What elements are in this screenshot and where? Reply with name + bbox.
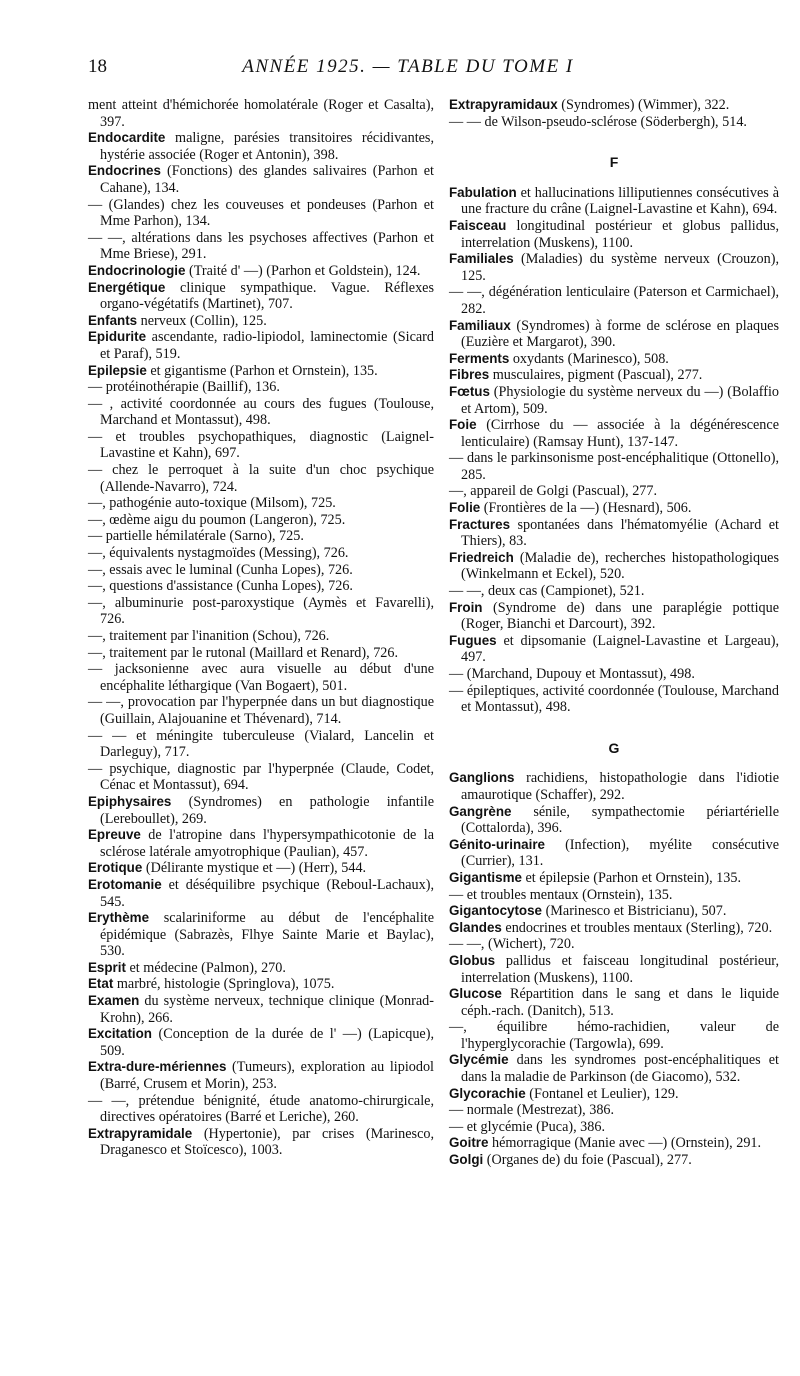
index-entry [88, 329, 434, 362]
index-entry [88, 562, 434, 579]
entry-text: —, équivalents nystagmoïdes (Messing), 726. [88, 545, 349, 562]
index-entry [88, 860, 434, 877]
entry-text: (Fonctions) des glandes salivaires (Parhon et Cahane), 134. [100, 163, 434, 196]
entry-text: du système nerveux, technique clinique (Monrad-Krohn), 266. [100, 993, 434, 1026]
index-entry [88, 263, 434, 280]
index-entry [449, 218, 779, 251]
index-entry [449, 1152, 779, 1169]
entry-headword: Foie [449, 417, 477, 433]
section-letter-g: G [608, 739, 620, 756]
entry-text: (Organes de) du foie (Pascual), 277. [486, 1152, 692, 1169]
index-entry [88, 1026, 434, 1059]
entry-text: sénile, sympathectomie périartérielle (Cottalorda), 396. [461, 803, 779, 837]
index-entry [88, 728, 434, 761]
entry-text: et épilepsie (Parhon et Ornstein), 135. [525, 869, 741, 886]
entry-headword: Glucose [449, 986, 502, 1002]
right-column-e-entries [449, 97, 779, 130]
entry-text: — —, (Wichert), 720. [449, 936, 575, 953]
entry-text: — protéinothérapie (Baillif), 136. [88, 379, 280, 396]
index-entry [449, 1119, 779, 1136]
entry-text: —, questions d'assistance (Cunha Lopes), 726. [88, 578, 353, 595]
entry-headword: Extrapyramidale [88, 1125, 193, 1141]
entry-headword: Glycémie [449, 1052, 509, 1068]
entry-headword: Gangrène [449, 803, 512, 819]
index-entry [449, 384, 779, 417]
entry-text: —, pathogénie auto-toxique (Milsom), 725. [88, 495, 336, 512]
entry-headword: Fractures [449, 516, 511, 532]
entry-headword: Epilepsie [88, 362, 147, 378]
entry-text: (Traité d' —) (Parhon et Goldstein), 124. [189, 262, 421, 279]
entry-text: musculaires, pigment (Pascual), 277. [492, 367, 703, 384]
index-entry [449, 367, 779, 384]
index-entry [449, 284, 779, 317]
index-entry [449, 870, 779, 887]
index-entry [449, 953, 779, 986]
index-entry [449, 417, 779, 450]
entry-headword: Familiales [449, 251, 514, 267]
index-entry [449, 683, 779, 716]
entry-text: —, traitement par l'inanition (Schou), 726. [88, 628, 330, 644]
entry-text: longitudinal postérieur et globus pallidus, interrelation (Muskens), 1100. [461, 217, 779, 251]
index-entry [449, 1019, 779, 1052]
entry-text: — et glycémie (Puca), 386. [449, 1118, 606, 1135]
entry-headword: Etat [88, 976, 114, 992]
entry-text: scalariniforme au début de l'encéphalite épidémique (Sabrazès, Flhye Sainte Marie et Baylac), 530. [100, 910, 435, 960]
index-entry [449, 114, 779, 131]
index-entry [449, 550, 779, 583]
entry-text: ment atteint d'hémichorée homolatérale (Roger et Casalta), 397. [88, 97, 434, 130]
entry-headword: Erythème [88, 910, 150, 926]
index-entry [88, 578, 434, 595]
index-entry [449, 837, 779, 870]
entry-headword: Erotomanie [88, 876, 162, 892]
index-entry [88, 462, 434, 495]
index-entry [449, 351, 779, 368]
index-entry [88, 363, 434, 380]
index-entry [88, 130, 434, 163]
entry-headword: Fabulation [449, 184, 517, 200]
entry-text: (Délirante mystique et —) (Herr), 544. [145, 860, 367, 877]
entry-headword: Friedreich [449, 549, 514, 565]
entry-text: rachidiens, histopathologie dans l'idiotie amaurotique (Schaffer), 292. [461, 770, 779, 803]
entry-text: (Conception de la durée de l' —) (Lapicque), 509. [100, 1026, 435, 1059]
entry-text: clinique sympathique. Vague. Réflexes organo-végétatifs (Martinet), 707. [100, 279, 434, 313]
entry-text: — , activité coordonnée au cours des fugues (Toulouse, Marchand et Montassut), 498. [88, 395, 434, 429]
index-entry [449, 920, 779, 937]
entry-headword: Golgi [449, 1152, 484, 1168]
entry-text: (Marinesco et Bistricianu), 507. [545, 903, 727, 920]
right-column-g-entries [449, 770, 779, 1168]
entry-headword: Fibres [449, 367, 490, 383]
entry-text: ascendante, radio-lipiodol, laminectomie (Sicard et Paraf), 519. [100, 329, 434, 362]
entry-text: — —, prétendue bénignité, étude anatomo-chirurgicale, directives opératoires (Barré et Leriche), 260. [88, 1092, 434, 1126]
entry-headword: Fugues [449, 632, 497, 648]
index-entry [88, 877, 434, 910]
index-entry [449, 633, 779, 666]
entry-text: oxydants (Marinesco), 508. [512, 350, 669, 367]
entry-headword: Gigantisme [449, 869, 522, 885]
index-entry [88, 661, 434, 694]
left-column [88, 97, 434, 1159]
index-entry [449, 1052, 779, 1085]
entry-headword: Epidurite [88, 329, 147, 345]
entry-text: (Fontanel et Leulier), 129. [529, 1085, 679, 1102]
entry-text: (Hypertonie), par crises (Marinesco, Draganesco et Stoïcesco), 1003. [100, 1125, 435, 1159]
index-entry [449, 251, 779, 284]
index-entry [449, 517, 779, 550]
index-entry [449, 770, 779, 803]
entry-headword: Epiphysaires [88, 793, 172, 809]
index-entry [449, 97, 779, 114]
entry-text: (Syndromes) en pathologie infantile (Lereboullet), 269. [100, 793, 434, 827]
index-entry [88, 197, 434, 230]
entry-text: pallidus et faisceau longitudinal postérieur, interrelation (Muskens), 1100. [461, 952, 779, 986]
index-entry [88, 694, 434, 727]
entry-headword: Goitre [449, 1135, 489, 1151]
index-entry [449, 1086, 779, 1103]
entry-text: —, traitement par le rutonal (Maillard et Renard), 726. [88, 644, 399, 661]
index-entry [88, 396, 434, 429]
index-entry [88, 280, 434, 313]
entry-text: —, albuminurie post-paroxystique (Aymès et Favarelli), 726. [88, 594, 434, 628]
index-entry [449, 583, 779, 600]
index-entry [88, 545, 434, 562]
index-entry [88, 794, 434, 827]
entry-text: —, équilibre hémo-rachidien, valeur de l'hyperglycorachie (Targowla), 699. [449, 1019, 779, 1052]
entry-text: et déséquilibre psychique (Reboul-Lachaux), 545. [100, 876, 434, 910]
entry-text: — et troubles psychopathiques, diagnostic (Laignel-Lavastine et Kahn), 697. [88, 428, 434, 462]
entry-headword: Epreuve [88, 827, 141, 843]
index-entry [88, 379, 434, 396]
entry-headword: Froin [449, 599, 483, 615]
entry-headword: Excitation [88, 1026, 152, 1042]
entry-headword: Ganglions [449, 770, 515, 786]
entry-headword: Glycorachie [449, 1085, 526, 1101]
entry-text: — —, altérations dans les psychoses affectives (Parhon et Mme Briese), 291. [88, 229, 434, 263]
entry-headword: Energétique [88, 279, 166, 295]
index-entry [88, 827, 434, 860]
entry-headword: Glandes [449, 919, 502, 935]
index-entry [88, 1059, 434, 1092]
entry-headword: Extra-dure-mériennes [88, 1059, 227, 1075]
index-entry [449, 666, 779, 683]
entry-text: — jacksonienne avec aura visuelle au début d'une encéphalite léthargique (Van Bogaert), 501. [88, 661, 434, 694]
entry-headword: Ferments [449, 350, 510, 366]
entry-text: — chez le perroquet à la suite d'un choc psychique (Allende-Navarro), 724. [88, 462, 434, 495]
entry-text: nerveux (Collin), 125. [140, 312, 267, 329]
section-letter-f: F [609, 154, 619, 171]
entry-headword: Endocrines [88, 163, 161, 179]
entry-text: et hallucinations lilliputiennes consécutives à une fracture du crâne (Laignel-Lavastine et Kahn), 694. [461, 184, 779, 218]
index-entry [449, 600, 779, 633]
index-entry [449, 185, 779, 218]
index-entry [88, 528, 434, 545]
index-entry [88, 1093, 434, 1126]
entry-text: de l'atropine dans l'hypersympathicotonie de la sclérose latérale amyotrophique (Paulian), 457. [100, 827, 435, 860]
index-entry [88, 976, 434, 993]
entry-headword: Folie [449, 500, 481, 516]
entry-text: — (Marchand, Dupouy et Montassut), 498. [449, 666, 695, 682]
index-entry [449, 500, 779, 517]
entry-text: (Physiologie du système nerveux du —) (Bolaffio et Artom), 509. [461, 383, 780, 417]
entry-headword: Génito-urinaire [449, 836, 545, 852]
entry-headword: Esprit [88, 959, 126, 975]
entry-text: et gigantisme (Parhon et Ornstein), 135. [150, 362, 378, 379]
index-entry [88, 960, 434, 977]
index-entry [449, 1135, 779, 1152]
entry-text: — et troubles mentaux (Ornstein), 135. [449, 886, 673, 903]
entry-headword: Examen [88, 993, 140, 1009]
entry-text: (Syndromes) (Wimmer), 322. [561, 97, 730, 113]
entry-text: spontanées dans l'hématomyélie (Achard et Thiers), 83. [461, 516, 780, 550]
index-entry [449, 483, 779, 500]
index-entry [88, 512, 434, 529]
entry-headword: Enfants [88, 312, 138, 328]
entry-text: (Cirrhose du — associée à la dégénérescence lenticulaire) (Ramsay Hunt), 137-147. [461, 417, 779, 450]
index-entry [449, 450, 779, 483]
entry-text: — — et méningite tuberculeuse (Vialard, Lancelin et Darleguy), 717. [88, 727, 434, 761]
index-entry [449, 804, 779, 837]
index-entry [88, 993, 434, 1026]
entry-text: et médecine (Palmon), 270. [129, 959, 286, 976]
entry-text: — — de Wilson-pseudo-sclérose (Söderbergh), 514. [449, 113, 747, 130]
entry-text: marbré, histologie (Springlova), 1075. [116, 976, 335, 993]
entry-headword: Globus [449, 952, 496, 968]
index-entry [88, 1126, 434, 1159]
entry-headword: Gigantocytose [449, 903, 543, 919]
index-entry [449, 936, 779, 953]
entry-text: (Maladie de), recherches histopathologiques (Winkelmann et Eckel), 520. [461, 549, 780, 583]
entry-text: endocrines et troubles mentaux (Sterling), 720. [505, 919, 773, 936]
entry-text: dans les syndromes post-encéphalitiques et dans la maladie de Parkinson (de Giacomo), 532. [461, 1052, 779, 1086]
entry-text: (Infection), myélite consécutive (Currier), 131. [461, 836, 779, 870]
entry-text: (Tumeurs), exploration au lipiodol (Barré, Crusem et Morin), 253. [100, 1059, 434, 1093]
entry-text: — psychique, diagnostic par l'hyperpnée (Claude, Codet, Cénac et Montassut), 694. [88, 760, 434, 794]
entry-headword: Familiaux [449, 317, 511, 333]
entry-text: (Syndromes) à forme de sclérose en plaques (Euzière et Margarot), 390. [461, 317, 779, 351]
entry-headword: Endocrinologie [88, 262, 186, 278]
entry-text: et dipsomanie (Laignel-Lavastine et Largeau), 497. [461, 632, 779, 666]
index-entry [88, 910, 434, 960]
entry-text: (Syndrome de) dans une paraplégie pottique (Roger, Bianchi et Darcourt), 392. [461, 599, 779, 633]
index-entry [449, 318, 779, 351]
index-entry [88, 628, 434, 645]
index-entry [88, 230, 434, 263]
index-entry [88, 495, 434, 512]
right-column-f-entries [449, 185, 779, 716]
page-number: 18 [88, 56, 107, 77]
entry-text: maligne, parésies transitoires récidivantes, hystérie associée (Roger et Antonin), 398. [100, 130, 434, 163]
entry-text: — dans le parkinsonisme post-encéphalitique (Ottonello), 285. [449, 450, 779, 483]
entry-text: — partielle hémilatérale (Sarno), 725. [88, 528, 304, 545]
entry-text: — —, deux cas (Campionet), 521. [449, 583, 645, 600]
entry-text: (Maladies) du système nerveux (Crouzon), 125. [461, 251, 779, 284]
entry-text: — (Glandes) chez les couveuses et pondeuses (Parhon et Mme Parhon), 134. [88, 196, 434, 230]
entry-text: —, œdème aigu du poumon (Langeron), 725. [88, 511, 346, 528]
entry-text: —, appareil de Golgi (Pascual), 277. [449, 483, 658, 500]
entry-text: — épileptiques, activité coordonnée (Toulouse, Marchand et Montassut), 498. [449, 682, 779, 716]
entry-headword: Erotique [88, 860, 143, 876]
index-entry [88, 429, 434, 462]
running-title: ANNÉE 1925. — TABLE DU TOME I [242, 56, 574, 77]
index-entry [449, 986, 779, 1019]
index-entry [88, 97, 434, 130]
entry-text: — —, dégénération lenticulaire (Paterson et Carmichael), 282. [449, 284, 779, 317]
index-entry [449, 903, 779, 920]
entry-headword: Fœtus [449, 383, 490, 399]
page-header [88, 56, 728, 82]
right-column [449, 97, 779, 1169]
index-entry [88, 595, 434, 628]
entry-text: — normale (Mestrezat), 386. [449, 1102, 615, 1119]
entry-headword: Faisceau [449, 217, 507, 233]
index-entry [88, 645, 434, 662]
index-entry [449, 1102, 779, 1119]
entry-text: (Frontières de la —) (Hesnard), 506. [483, 500, 692, 517]
entry-text: —, essais avec le luminal (Cunha Lopes), 726. [88, 561, 353, 578]
entry-headword: Endocardite [88, 130, 166, 146]
index-entry [88, 313, 434, 330]
index-entry [88, 163, 434, 196]
index-entry [88, 761, 434, 794]
entry-text: — —, provocation par l'hyperpnée dans un but diagnostique (Guillain, Alajouanine et Thévenard), 714. [88, 694, 434, 727]
entry-headword: Extrapyramidaux [449, 97, 558, 112]
entry-text: hémorragique (Manie avec —) (Ornstein), 291. [491, 1135, 762, 1152]
index-entry [449, 887, 779, 904]
entry-text: Répartition dans le sang et dans le liquide céph.-rach. (Danitch), 513. [461, 986, 780, 1019]
